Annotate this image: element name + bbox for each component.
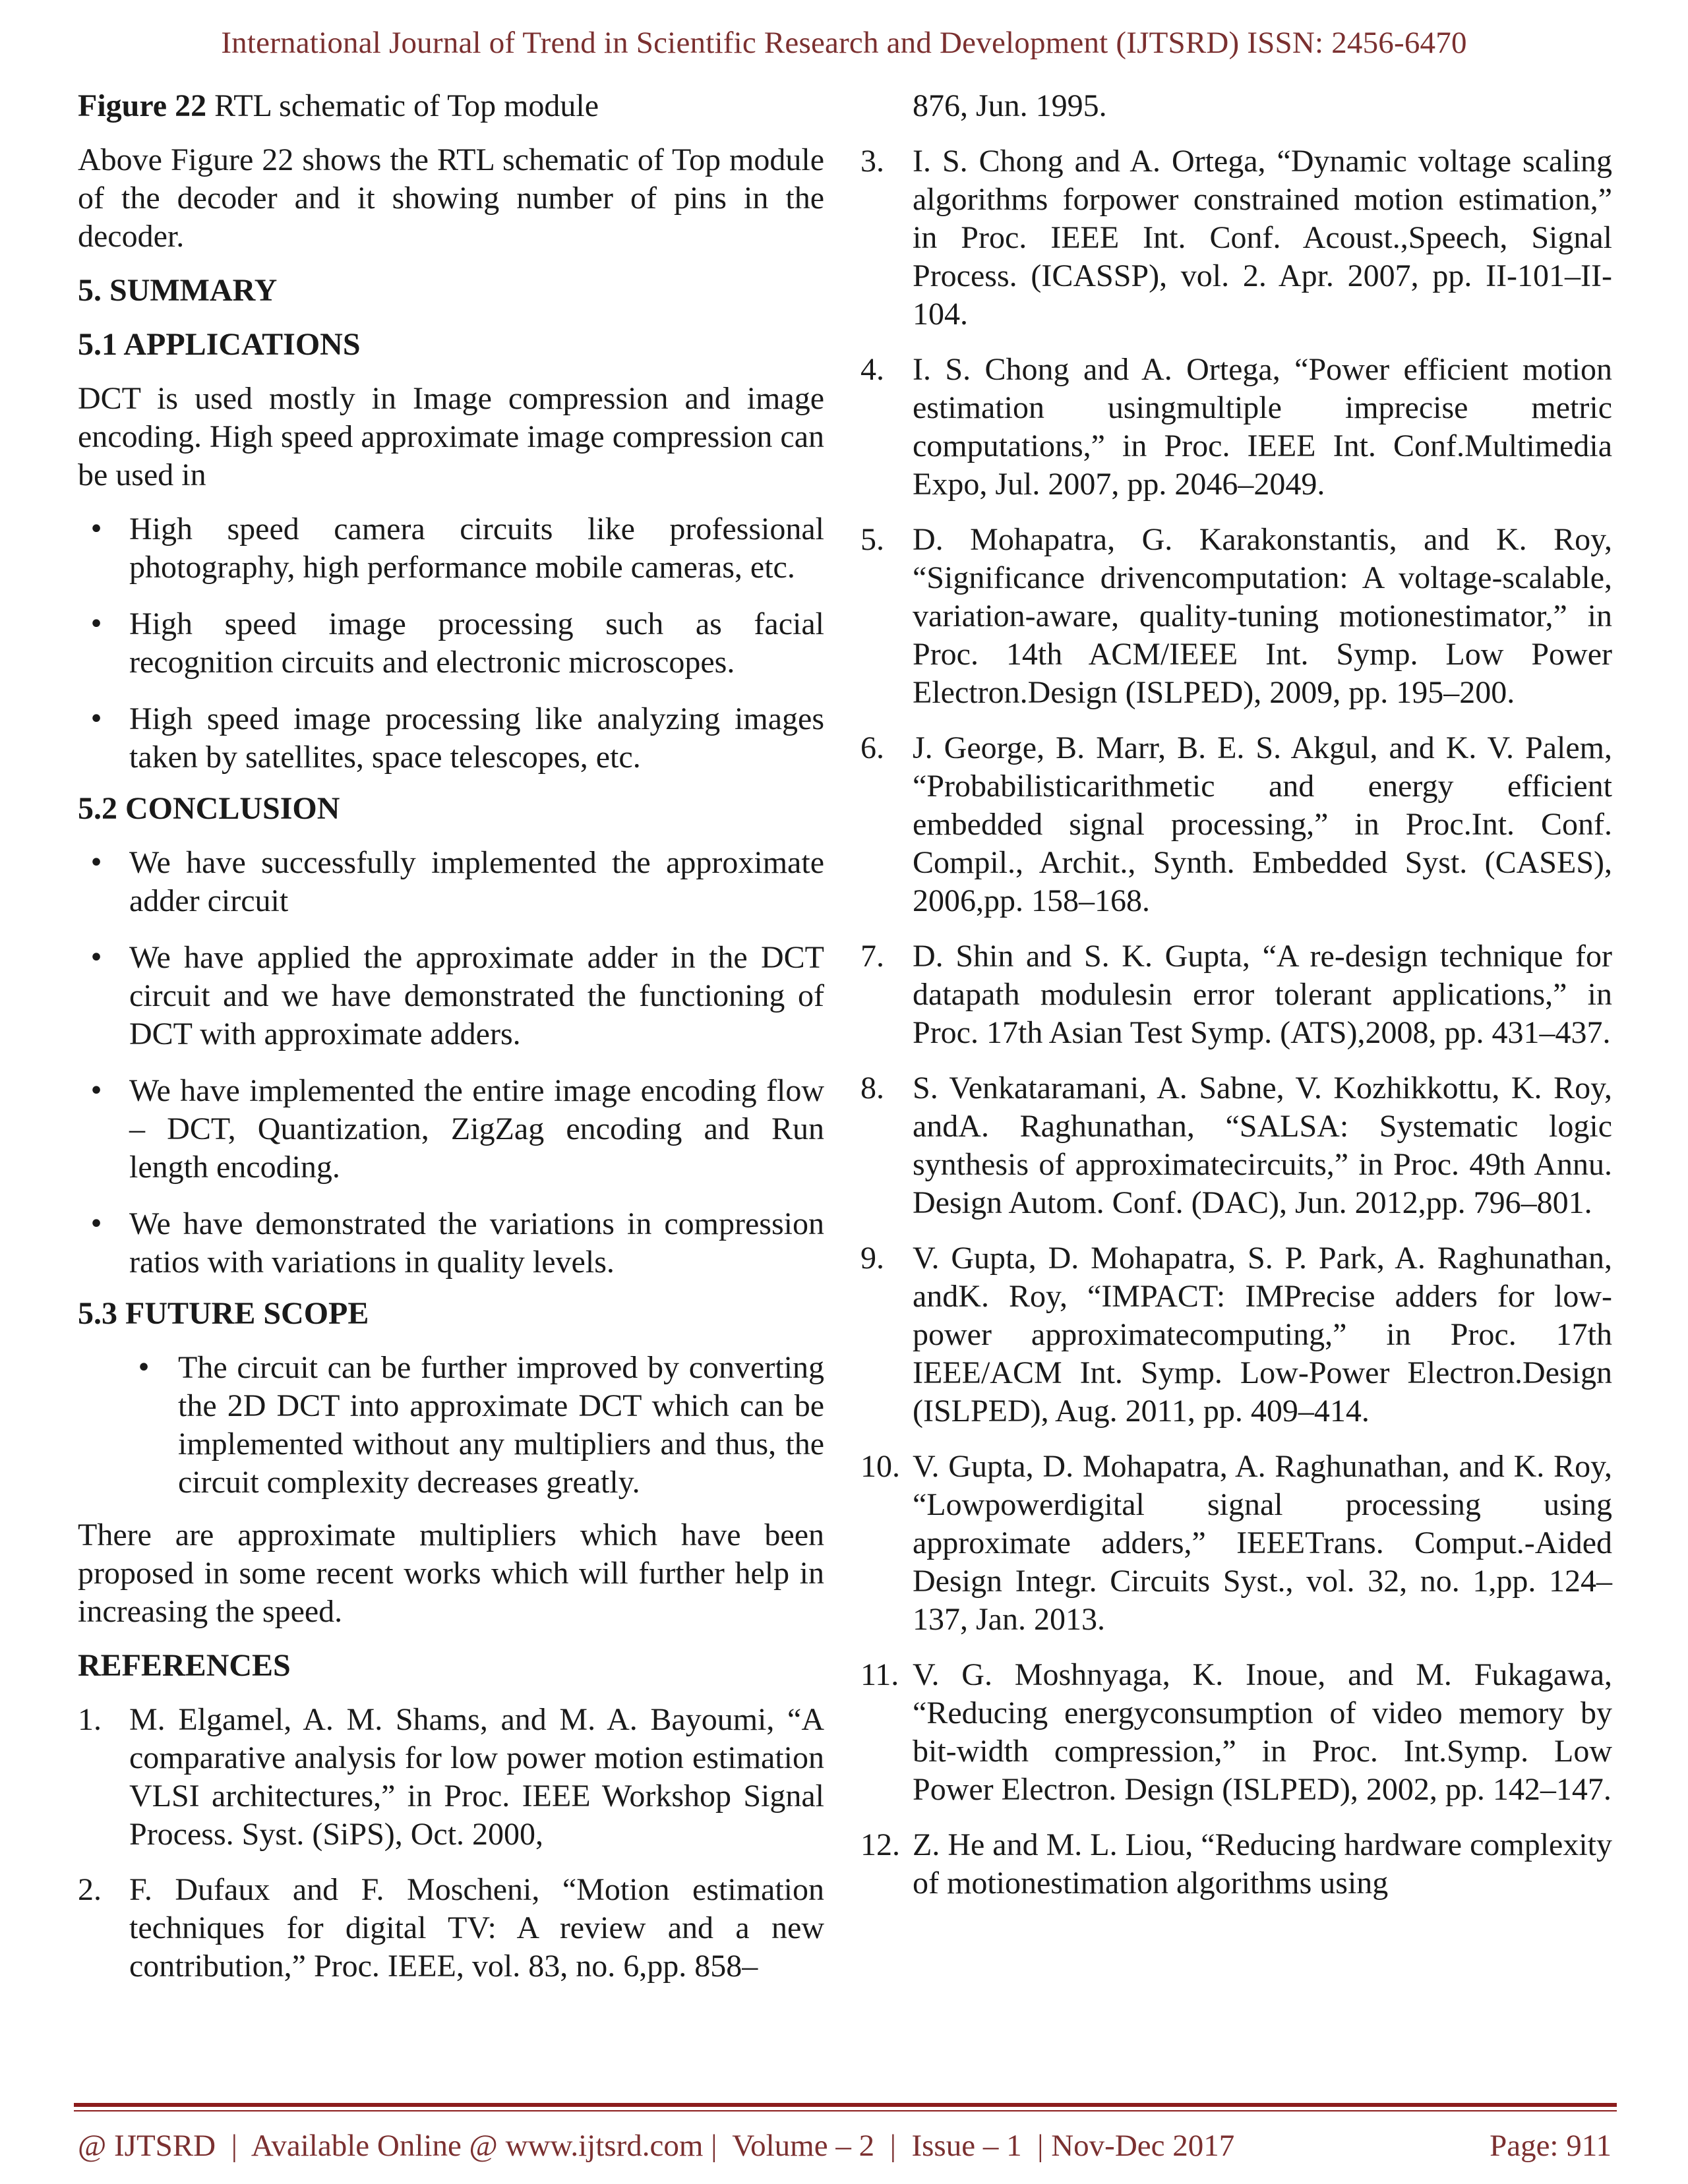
list-item <box>78 1072 824 1187</box>
list-item <box>78 605 824 682</box>
bullet-icon: • <box>88 848 104 878</box>
reference-item <box>860 1069 1612 1222</box>
references-heading: REFERENCES <box>78 1648 291 1683</box>
list-item <box>78 844 824 920</box>
conclusion-list <box>78 844 824 1282</box>
list-item <box>78 510 824 587</box>
reference-text: V. Gupta, D. Mohapatra, A. Raghunathan, and K. Roy, “Lowpowerdigital signal processing using approximate adders,” IEEETrans. Comput.-Aided Design Integr. Circuits Syst., vol. 32, no. 1,pp. 124–137, Jan. 2013. <box>913 1449 1612 1637</box>
list-item-text: We have implemented the entire image encoding flow – DCT, Quantization, ZigZag encoding and Run length encoding. <box>129 1073 824 1185</box>
reference-text: I. S. Chong and A. Ortega, “Power efficient motion estimation usingmultiple imprecise metric computations,” in Proc. IEEE Int. Conf.Multimedia Expo, Jul. 2007, pp. 2046–2049. <box>913 352 1612 502</box>
bullet-icon: • <box>88 943 104 973</box>
reference-number: 9. <box>860 1241 884 1276</box>
reference-item <box>860 1656 1612 1809</box>
list-item-text: High speed image processing such as facial recognition circuits and electronic microscopes. <box>129 606 824 680</box>
reference-item <box>860 1239 1612 1431</box>
list-item <box>78 1349 824 1502</box>
reference-item <box>860 1826 1612 1903</box>
references-list-left <box>78 1701 824 1986</box>
bullet-icon: • <box>88 514 104 545</box>
reference-item <box>860 521 1612 712</box>
figure-title: RTL schematic of Top module <box>206 88 599 123</box>
reference-number: 10. <box>860 1449 900 1484</box>
reference-text: V. G. Moshnyaga, K. Inoue, and M. Fukagawa, “Reducing energyconsumption of video memory by bit-width compression,” in Proc. Int.Symp. Low Power Electron. Design (ISLPED), 2002, pp. 142–147. <box>913 1657 1612 1807</box>
list-item-text: High speed image processing like analyzing images taken by satellites, space telescopes, etc. <box>129 701 824 775</box>
bullet-icon: • <box>88 704 104 734</box>
list-item-text: The circuit can be further improved by converting the 2D DCT into approximate DCT which can be implemented without any multipliers and thus, the circuit complexity decreases greatly. <box>178 1350 824 1500</box>
bullet-icon: • <box>88 1076 104 1106</box>
reference-text: D. Shin and S. K. Gupta, “A re-design technique for datapath modulesin error tolerant applications,” in Proc. 17th Asian Test Symp. (ATS),2008, pp. 431–437. <box>913 939 1612 1050</box>
reference-item <box>78 1871 824 1986</box>
reference-item <box>860 142 1612 334</box>
reference-number: 6. <box>860 730 884 765</box>
reference-text: D. Mohapatra, G. Karakonstantis, and K. Roy, “Significance drivencomputation: A voltage-scalable, variation-aware, quality-tuning motionestimator,” in Proc. 14th ACM/IEEE Int. Symp. Low Power Electron.Design (ISLPED), 2009, pp. 195–200. <box>913 522 1612 710</box>
reference-item <box>860 937 1612 1052</box>
future-scope-list <box>78 1349 824 1502</box>
applications-paragraph: DCT is used mostly in Image compression and image encoding. High speed approximate image compression can be used in <box>78 381 824 492</box>
reference-text: J. George, B. Marr, B. E. S. Akgul, and K. V. Palem, “Probabilisticarithmetic and energy efficient embedded signal processing,” in Proc.Int. Conf. Compil., Archit., Synth. Embedded Syst. (CASES), 2006,pp. 158–168. <box>913 730 1612 918</box>
reference-text: V. Gupta, D. Mohapatra, S. P. Park, A. Raghunathan, andK. Roy, “IMPACT: IMPrecise adders for low-power approximatecomputing,” in Proc. 17th IEEE/ACM Int. Symp. Low-Power Electron.Design (ISLPED), Aug. 2011, pp. 409–414. <box>913 1241 1612 1429</box>
future-scope-heading: 5.3 FUTURE SCOPE <box>78 1296 369 1331</box>
list-item-text: High speed camera circuits like professional photography, high performance mobile cameras, etc. <box>129 512 824 585</box>
summary-heading: 5. SUMMARY <box>78 273 278 308</box>
reference-item <box>78 1701 824 1854</box>
applications-heading: 5.1 APPLICATIONS <box>78 327 361 362</box>
footer-info: @ IJTSRD | Available Online @ www.ijtsrd.com | Volume – 2 | Issue – 1 | Nov-Dec 2017 <box>78 2129 1235 2163</box>
reference-text: M. Elgamel, A. M. Shams, and M. A. Bayoumi, “A comparative analysis for low power motion estimation VLSI architectures,” in Proc. IEEE Workshop Signal Process. Syst. (SiPS), Oct. 2000, <box>129 1702 824 1852</box>
figure-caption <box>78 87 824 125</box>
conclusion-heading: 5.2 CONCLUSION <box>78 791 340 826</box>
list-item <box>78 939 824 1053</box>
intro-paragraph: Above Figure 22 shows the RTL schematic of Top module of the decoder and it showing number of pins in the decoder. <box>78 142 824 254</box>
bullet-icon: • <box>88 1209 104 1239</box>
reference-text: I. S. Chong and A. Ortega, “Dynamic voltage scaling algorithms forpower constrained motion estimation,” in Proc. IEEE Int. Conf. Acoust.,Speech, Signal Process. (ICASSP), vol. 2. Apr. 2007, pp. II-101–II-104. <box>913 144 1612 332</box>
reference-continuation: 876, Jun. 1995. <box>913 88 1107 123</box>
reference-text: F. Dufaux and F. Moscheni, “Motion estimation techniques for digital TV: A review and a new contribution,” Proc. IEEE, vol. 83, no. 6,pp. 858– <box>129 1872 824 1984</box>
reference-number: 3. <box>860 144 884 179</box>
figure-label: Figure 22 <box>78 88 207 123</box>
list-item-text: We have successfully implemented the approximate adder circuit <box>129 845 824 918</box>
reference-number: 2. <box>78 1872 102 1907</box>
reference-number: 7. <box>860 939 884 974</box>
reference-number: 5. <box>860 522 884 557</box>
reference-item <box>860 729 1612 920</box>
reference-item <box>860 1448 1612 1639</box>
page-number: Page: 911 <box>1490 2129 1612 2163</box>
reference-item <box>860 351 1612 504</box>
left-column <box>78 87 824 2003</box>
bullet-icon: • <box>136 1353 152 1383</box>
right-column <box>860 87 1612 1920</box>
bullet-icon: • <box>88 609 104 639</box>
footer-rule-thick <box>74 2103 1617 2107</box>
reference-number: 8. <box>860 1071 884 1106</box>
reference-text: S. Venkataramani, A. Sabne, V. Kozhikkottu, K. Roy, andA. Raghunathan, “SALSA: Systematic logic synthesis of approximatecircuits,” in Proc. 49th Annu. Design Autom. Conf. (DAC), Jun. 2012,pp. 796–801. <box>913 1071 1612 1220</box>
reference-number: 4. <box>860 352 884 387</box>
future-scope-paragraph: There are approximate multipliers which have been proposed in some recent works which will further help in increasing the speed. <box>78 1518 824 1629</box>
applications-list <box>78 510 824 777</box>
list-item <box>78 700 824 777</box>
reference-number: 1. <box>78 1702 102 1737</box>
list-item <box>78 1205 824 1282</box>
journal-header: International Journal of Trend in Scientific Research and Development (IJTSRD) ISSN: 2456-6470 <box>221 26 1467 60</box>
reference-number: 11. <box>860 1657 899 1692</box>
reference-number: 12. <box>860 1827 900 1862</box>
footer-rule-thin <box>74 2110 1617 2111</box>
reference-text: Z. He and M. L. Liou, “Reducing hardware complexity of motionestimation algorithms using <box>913 1827 1613 1901</box>
references-list-right <box>860 142 1612 1903</box>
list-item-text: We have demonstrated the variations in compression ratios with variations in quality levels. <box>129 1206 824 1280</box>
list-item-text: We have applied the approximate adder in the DCT circuit and we have demonstrated the functioning of DCT with approximate adders. <box>129 940 824 1051</box>
